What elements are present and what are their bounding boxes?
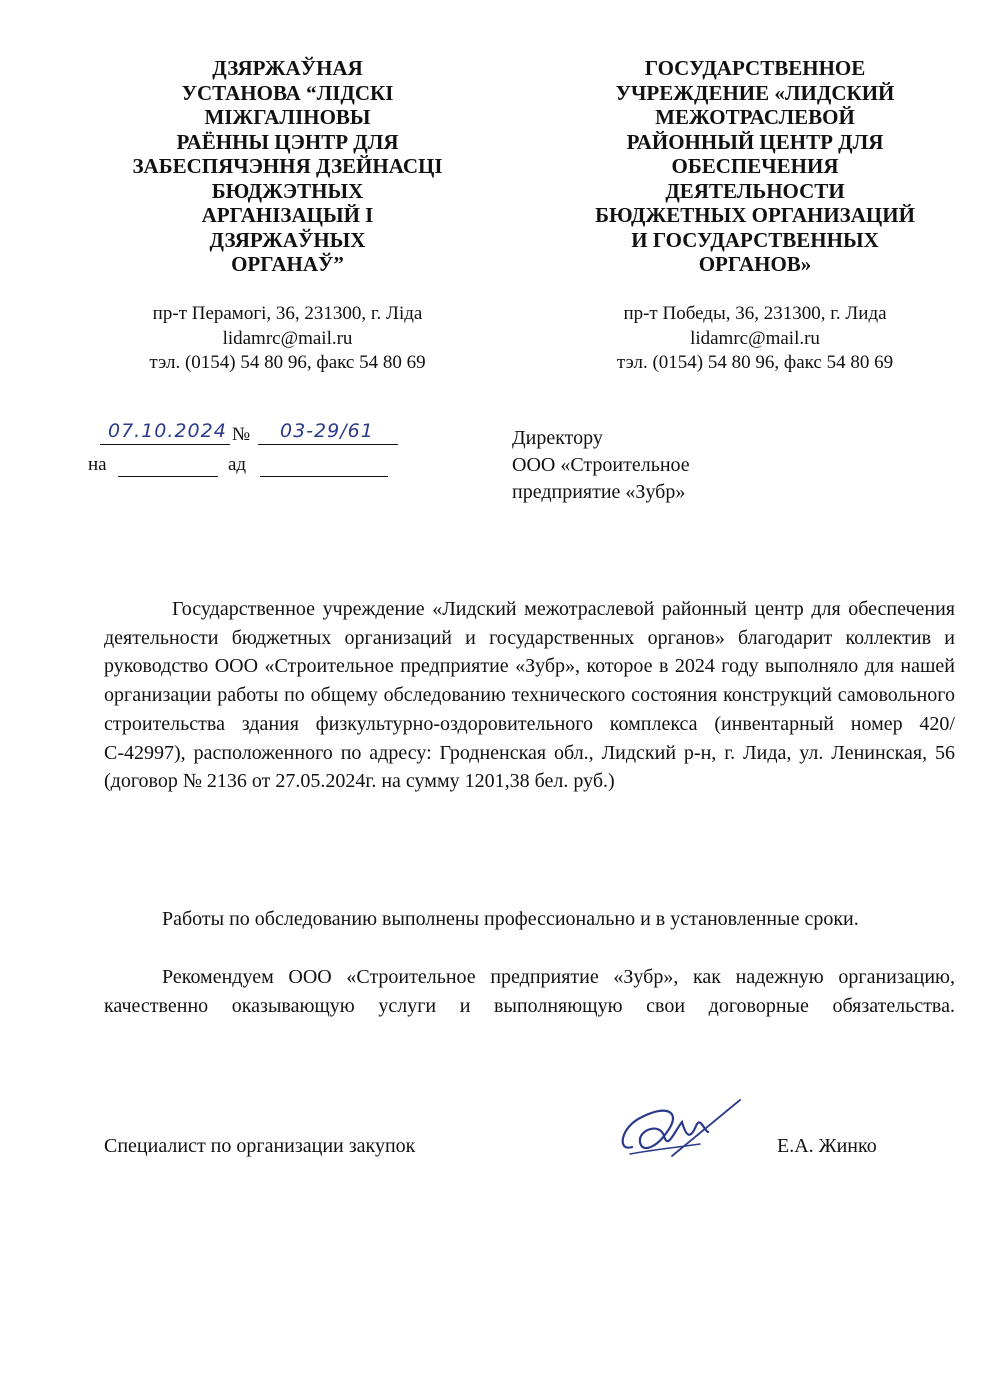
ad-underline — [260, 476, 388, 477]
addressee-block — [512, 425, 690, 506]
addressee-line: предприятие «Зубр» — [512, 481, 686, 503]
address-belarusian — [95, 302, 480, 376]
header-russian — [560, 56, 950, 277]
address-email: lidamrc@mail.ru — [222, 327, 353, 349]
header-line: ОБЕСПЕЧЕНИЯ — [671, 154, 839, 178]
date-underline — [100, 444, 230, 445]
na-underline — [118, 476, 218, 477]
handwritten-signature — [612, 1092, 752, 1172]
handwritten-number: 03-29/61 — [280, 420, 374, 442]
signatory-name: Е.А. Жинко — [777, 1135, 877, 1157]
header-line: РАЙОННЫЙ ЦЕНТР ДЛЯ — [626, 129, 884, 154]
paragraph-recommendation: Рекомендуем ООО «Строительное предприятие «Зубр», как надежную организацию, качественно оказывающую услуги и выполняющую свои договорные обязательства. — [104, 966, 955, 1017]
signatory-position: Специалист по организации закупок — [104, 1135, 416, 1157]
addressee-line: Директору — [512, 427, 603, 449]
header-belarusian — [95, 56, 480, 277]
number-sign: № — [232, 424, 251, 445]
address-phone: тэл. (0154) 54 80 96, факс 54 80 69 — [149, 352, 426, 373]
header-line: ДЕЯТЕЛЬНОСТИ — [665, 178, 845, 203]
header-line: РАЁННЫ ЦЭНТР ДЛЯ — [176, 129, 399, 154]
paragraph-quality: Работы по обследованию выполнены профессионально и в установленные сроки. — [162, 908, 859, 930]
label-ad: ад — [228, 454, 247, 475]
header-line: ГОСУДАРСТВЕННОЕ — [644, 56, 866, 80]
header-line: И ГОСУДАРСТВЕННЫХ — [631, 227, 879, 252]
header-line: БЮДЖЭТНЫХ — [211, 178, 364, 203]
incoming-reference-line — [88, 454, 408, 482]
header-line: ОРГАНОВ» — [698, 252, 812, 276]
address-street: пр-т Перамогі, 36, 231300, г. Ліда — [152, 303, 423, 324]
header-line: УЧРЕЖДЕНИЕ «ЛИДСКИЙ — [615, 80, 895, 105]
header-line: БЮДЖЕТНЫХ ОРГАНИЗАЦИЙ — [595, 203, 915, 227]
header-line: МІЖГАЛІНОВЫ — [204, 105, 371, 129]
header-line: ОРГАНАЎ” — [231, 252, 344, 276]
handwritten-date: 07.10.2024 — [108, 420, 227, 442]
header-line: АРГАНІЗАЦЫЙ І — [201, 203, 374, 227]
header-line: МЕЖОТРАСЛЕВОЙ — [655, 105, 855, 129]
address-street: пр-т Победы, 36, 231300, г. Лида — [623, 303, 887, 324]
outgoing-number-line — [100, 418, 405, 446]
header-line: ДЗЯРЖАЎНАЯ — [212, 56, 363, 80]
paragraph-gratitude: Государственное учреждение «Лидский межотраслевой районный центр для обеспечения деятельности бюджетных организаций и государственных органов» благодарит коллектив и руководство ООО «Строительное предприятие «Зубр», которое в 2024 году выполняло для нашей организации работы по общему обследованию технического состояния конструкций самовольного строительства здания физкультурно-оздоровительного комплекса (инвентарный номер 420/С-42997), расположенного по адресу: Гродненская обл., Лидский р-н, г. Лида, ул. Ленинская, 56 (договор № 2136 от 27.05.2024г. на сумму 1201,38 бел. руб.) — [104, 598, 955, 793]
header-line: ДЗЯРЖАЎНЫХ — [209, 227, 366, 252]
header-line: ЗАБЕСПЯЧЭННЯ ДЗЕЙНАСЦІ — [132, 154, 443, 178]
addressee-line: ООО «Строительное — [512, 454, 690, 476]
address-email: lidamrc@mail.ru — [690, 327, 820, 349]
registration-block — [88, 418, 410, 498]
number-underline — [258, 444, 398, 445]
address-russian — [560, 302, 950, 376]
label-na: на — [88, 454, 107, 475]
header-line: УСТАНОВА “ЛІДСКІ — [181, 80, 394, 105]
address-phone: тэл. (0154) 54 80 96, факс 54 80 69 — [616, 352, 894, 373]
